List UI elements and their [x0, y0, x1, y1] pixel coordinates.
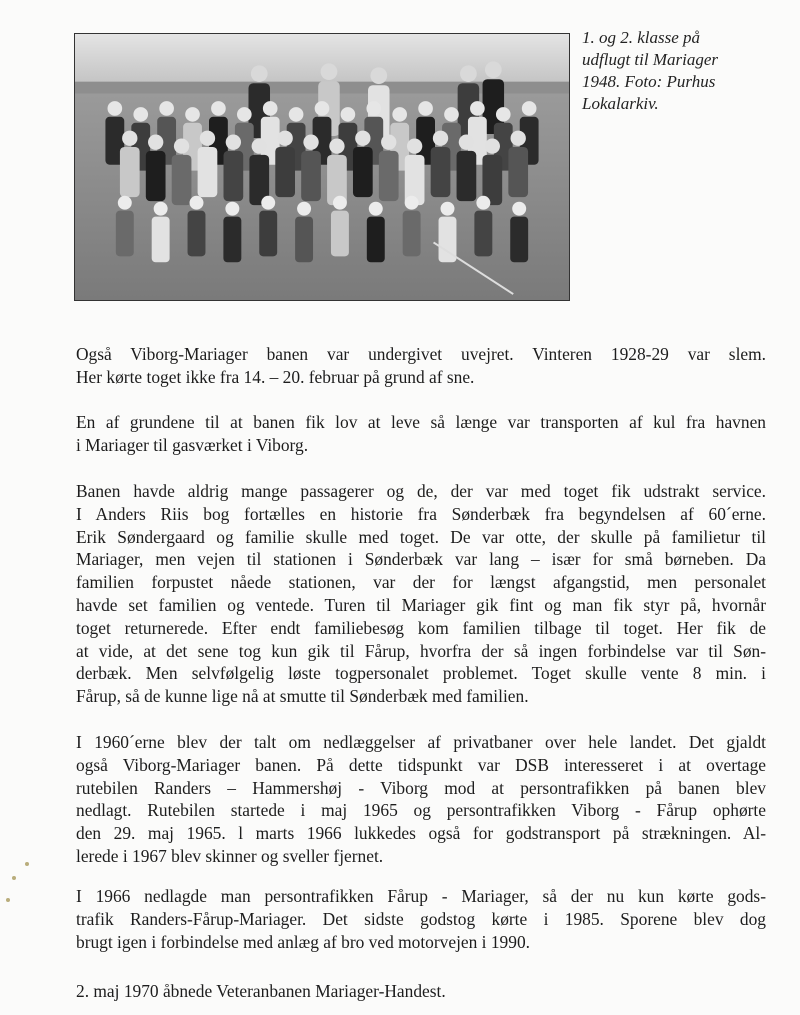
person-head: [252, 139, 267, 154]
group-photo-image: [75, 34, 569, 300]
person-head: [122, 131, 137, 146]
person-body: [172, 155, 192, 205]
text-line: rutebilen Randers – Hammershøj - Viborg mod at persontrafikken på banen blev: [76, 777, 766, 798]
person-body: [275, 147, 295, 197]
text-line: Fårup, så de kunne lige nå at smutte til Sønderbæk med familien.: [76, 686, 529, 707]
person-head: [251, 65, 268, 82]
group-photo: [74, 33, 570, 301]
text-line: trafik Randers-Fårup-Mariager. Det sidste godstog kørte i 1985. Sporene blev dog: [76, 908, 766, 929]
person-head: [407, 139, 422, 154]
person-head: [225, 202, 239, 216]
person-head: [405, 196, 419, 210]
person-head: [366, 101, 381, 116]
photo-caption: [582, 27, 782, 115]
caption-line: 1. og 2. klasse på: [582, 28, 701, 47]
person-head: [418, 101, 433, 116]
person-body: [331, 211, 349, 257]
person-head: [226, 135, 241, 150]
person-head: [522, 101, 537, 116]
person-head: [154, 202, 168, 216]
person-body: [508, 147, 528, 197]
paragraph-veteranbane: [76, 980, 766, 1003]
person-head: [444, 107, 459, 122]
text-line: Her kørte toget ikke fra 14. – 20. februar på grund af sne.: [76, 366, 475, 387]
person-head: [341, 107, 356, 122]
text-line: En af grundene til at banen fik lov at leve så længe var transporten af kul fra havnen: [76, 412, 766, 432]
scan-speck: [6, 898, 10, 902]
person-body: [223, 217, 241, 263]
person-head: [185, 107, 200, 122]
person-head: [200, 131, 215, 146]
person-body: [403, 211, 421, 257]
text-line: lerede i 1967 blev skinner og sveller fjernet.: [76, 845, 384, 866]
person-head: [108, 101, 123, 116]
person-body: [146, 151, 166, 201]
text-line: I 1960´erne blev der talt om nedlæggelser af privatbaner over hele landet. Det gjaldt: [76, 732, 766, 752]
person-head: [460, 65, 477, 82]
person-body: [120, 147, 140, 197]
person-head: [381, 135, 396, 150]
person-head: [476, 196, 490, 210]
text-line: at vide, at det sene tog kun gik til Fårup, hvorfra der så ingen forbindelse var til Søn-: [76, 640, 766, 661]
text-line: brugt igen i forbindelse med anlæg af bro ved motorvejen i 1990.: [76, 931, 530, 952]
paragraph-service: [76, 480, 766, 708]
person-body: [457, 151, 477, 201]
person-head: [459, 135, 474, 150]
person-head: [289, 107, 304, 122]
text-line: familien forpustet nåede stationen, var der for længst afgangstid, men personalet: [76, 572, 766, 593]
person-body: [259, 211, 277, 257]
person-head: [433, 131, 448, 146]
person-body: [116, 211, 134, 257]
text-line: toget returnerede. Efter endt familiebesøg kom familien tilbage til toget. Her fik de: [76, 617, 766, 638]
person-head: [329, 139, 344, 154]
person-head: [263, 101, 278, 116]
person-body: [188, 211, 206, 257]
caption-line: udflugt til Mariager: [582, 50, 718, 69]
person-head: [485, 61, 502, 78]
person-head: [211, 101, 226, 116]
text-line: Også Viborg-Mariager banen var undergivet uvejret. Vinteren 1928-29 var slem.: [76, 344, 766, 364]
person-head: [321, 63, 338, 80]
text-line: i Mariager til gasværket i Viborg.: [76, 434, 309, 455]
person-body: [379, 151, 399, 201]
person-head: [277, 131, 292, 146]
person-head: [511, 131, 526, 146]
person-body: [152, 217, 170, 263]
paragraph-uvejr: [76, 343, 766, 389]
person-head: [392, 107, 407, 122]
person-head: [303, 135, 318, 150]
person-body: [301, 151, 321, 201]
person-body: [367, 217, 385, 263]
text-line: I 1966 nedlagde man persontrafikken Fårup - Mariager, så der nu kun kørte gods-: [76, 886, 766, 906]
person-body: [431, 147, 451, 197]
text-line: 2. maj 1970 åbnede Veteranbanen Mariager-Handest.: [76, 981, 446, 1001]
person-head: [297, 202, 311, 216]
person-head: [159, 101, 174, 116]
person-body: [223, 151, 243, 201]
person-head: [512, 202, 526, 216]
text-line: I Anders Riis bog fortælles en historie fra Sønderbæk fra begyndelsen af 60´erne.: [76, 503, 766, 524]
person-head: [355, 131, 370, 146]
person-head: [370, 67, 387, 84]
scan-speck: [25, 862, 29, 866]
text-line: nedlagt. Rutebilen startede i maj 1965 og persontrafikken Viborg - Fårup ophørte: [76, 800, 766, 821]
person-head: [470, 101, 485, 116]
text-line: Erik Søndergaard og familie skulle med toget. De var otte, der skulle på familietur til: [76, 526, 766, 547]
text-line: Banen havde aldrig mange passagerer og de, der var med toget fik udstrakt service.: [76, 481, 766, 501]
person-head: [261, 196, 275, 210]
text-line: Mariager, men vejen til stationen i Sønderbæk var lang – især for små børneben. Da: [76, 549, 766, 570]
caption-line: 1948. Foto: Purhus: [582, 72, 716, 91]
paragraph-godstrafik: [76, 885, 766, 953]
text-line: havde set familien og ventede. Turen til Mariager gik fint og man fik styr på, hvornår: [76, 594, 766, 615]
person-head: [133, 107, 148, 122]
caption-line: Lokalarkiv.: [582, 94, 659, 113]
person-head: [190, 196, 204, 210]
person-head: [118, 196, 132, 210]
person-head: [315, 101, 330, 116]
paragraph-nedlaeggelse: [76, 731, 766, 868]
person-head: [496, 107, 511, 122]
person-body: [353, 147, 373, 197]
person-body: [510, 217, 528, 263]
person-head: [333, 196, 347, 210]
text-line: også Viborg-Mariager banen. På dette tidspunkt var DSB interesseret i at overtage: [76, 754, 766, 775]
text-line: den 29. maj 1965. l marts 1966 lukkedes også for godstransport på strækningen. Al-: [76, 823, 766, 844]
person-head: [237, 107, 252, 122]
person-head: [174, 139, 189, 154]
person-head: [369, 202, 383, 216]
person-head: [485, 139, 500, 154]
person-head: [148, 135, 163, 150]
person-body: [474, 211, 492, 257]
person-body: [295, 217, 313, 263]
paragraph-kul: [76, 411, 766, 457]
text-line: derbæk. Men selvfølgelig løste togpersonalet problemet. Toget skulle vente 8 min. i: [76, 663, 766, 684]
scan-speck: [12, 876, 16, 880]
person-head: [441, 202, 455, 216]
person-body: [198, 147, 218, 197]
